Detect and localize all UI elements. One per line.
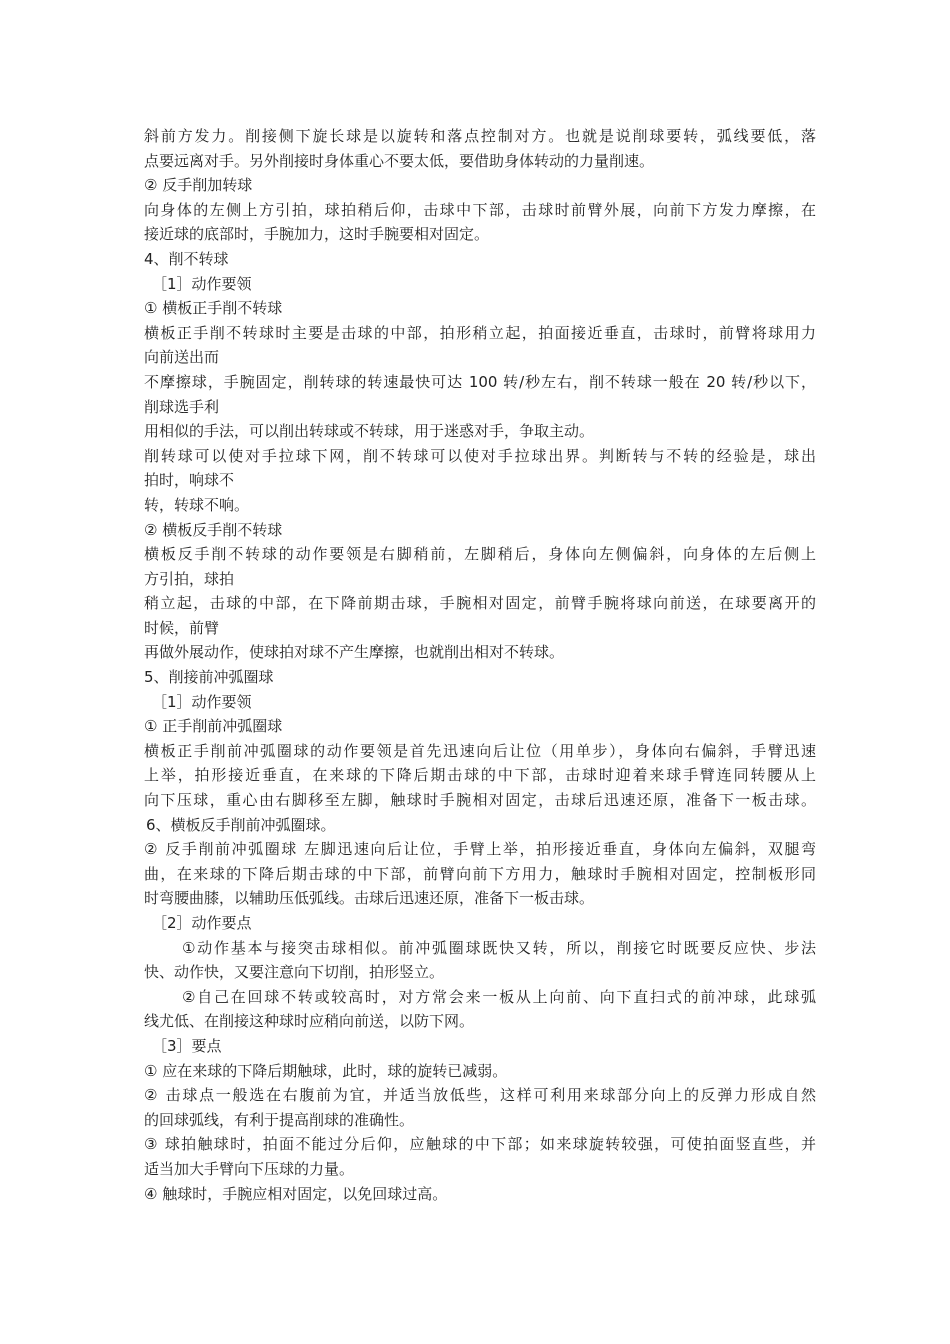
text-line: 斜前方发力。削接侧下旋长球是以旋转和落点控制对方。也就是说削球要转，弧线要低，落 [144, 127, 816, 145]
text-line: 不摩擦球，手腕固定，削转球的转速最快可达 100 转/秒左右，削不转球一般在 20 转/秒以下， [144, 372, 816, 391]
text-line: ［1］动作要领 [152, 692, 252, 711]
text-line: 稍立起，击球的中部，在下降前期击球，手腕相对固定，前臂手腕将球向前送，在球要离开的 [144, 594, 816, 613]
text-line: 曲，在来球的下降后期击球的中下部，前臂向前下方用力，触球时手腕相对固定，控制板形同 [144, 864, 816, 883]
text-line: ④ 触球时，手腕应相对固定，以免回球过高。 [144, 1184, 448, 1203]
text-line: 削球选手利 [144, 397, 220, 416]
text-line: ［3］要点 [152, 1036, 222, 1055]
text-line: ［1］动作要领 [152, 274, 252, 293]
text-line: 时候，前臂 [144, 618, 220, 637]
text-line: 向下压球，重心由右脚移至左脚，触球时手腕相对固定，击球后迅速还原，准备下一板击球。 [144, 791, 816, 810]
text-line: 向前送出而 [144, 348, 220, 367]
text-line: 用相似的手法，可以削出转球或不转球，用于迷惑对手，争取主动。 [144, 422, 595, 441]
text-line: 拍时，响球不 [144, 471, 235, 490]
text-line: ① 应在来球的下降后期触球，此时，球的旋转已减弱。 [144, 1061, 508, 1080]
text-line: 横板正手削前冲弧圈球的动作要领是首先迅速向后让位（用单步），身体向右偏斜，手臂迅速 [144, 741, 816, 760]
text-line: 6、横板反手削前冲弧圈球。 [146, 815, 336, 834]
text-line: 时弯腰曲膝，以辅助压低弧线。击球后迅速还原，准备下一板击球。 [144, 889, 595, 908]
text-line: 点要远离对手。另外削接时身体重心不要太低，要借助身体转动的力量削速。 [144, 151, 655, 170]
text-line: ［2］动作要点 [152, 914, 252, 932]
text-line: ③ 球拍触球时，拍面不能过分后仰，应触球的中下部；如来球旋转较强，可使拍面竖直些，并 [144, 1135, 816, 1154]
text-line: ①动作基本与接突击球相似。前冲弧圈球既快又转，所以，削接它时既要反应快、步法 [182, 938, 816, 957]
text-line: 向身体的左侧上方引拍，球拍稍后仰，击球中下部，击球时前臂外展，向前下方发力摩擦，在 [144, 200, 816, 219]
text-line: 适当加大手臂向下压球的力量。 [144, 1159, 355, 1178]
text-line: 快、动作快，又要注意向下切削，拍形竖立。 [144, 963, 445, 982]
text-line: 线尤低、在削接这种球时应稍向前送，以防下网。 [144, 1012, 475, 1031]
text-line: ① 横板正手削不转球 [144, 299, 283, 318]
text-line: ②自己在回球不转或较高时，对方常会来一板从上向前、向下直扫式的前冲球，此球弧 [182, 987, 816, 1006]
text-line: 的回球弧线，有利于提高削球的准确性。 [144, 1110, 415, 1129]
text-line: ② 反手削前冲弧圈球 左脚迅速向后让位，手臂上举，拍形接近垂直，身体向左偏斜，双腿弯 [144, 840, 816, 859]
text-line: ② 横板反手削不转球 [144, 520, 283, 539]
text-line: ② 反手削加转球 [144, 176, 253, 195]
text-line: 4、削不转球 [144, 249, 229, 268]
text-line: 接近球的底部时，手腕加力，这时手腕要相对固定。 [144, 225, 490, 244]
text-line: 5、削接前冲弧圈球 [144, 668, 274, 687]
text-line: ② 击球点一般选在右腹前为宜，并适当放低些，这样可利用来球部分向上的反弹力形成自然 [144, 1086, 816, 1105]
text-line: 方引拍，球拍 [144, 569, 235, 588]
text-line: 横板正手削不转球时主要是击球的中部，拍形稍立起，拍面接近垂直，击球时，前臂将球用力 [144, 323, 816, 342]
text-line: 横板反手削不转球的动作要领是右脚稍前，左脚稍后，身体向左侧偏斜，向身体的左后侧上 [144, 545, 816, 564]
text-line: 再做外展动作，使球拍对球不产生摩擦，也就削出相对不转球。 [144, 643, 565, 662]
text-line: 转，转球不响。 [144, 495, 250, 514]
text-line: ① 正手削前冲弧圈球 [144, 717, 283, 736]
text-line: 上举，拍形接近垂直，在来球的下降后期击球的中下部，击球时迎着来球手臂连同转腰从上 [144, 766, 816, 785]
text-line: 削转球可以使对手拉球下网，削不转球可以使对手拉球出界。判断转与不转的经验是，球出 [144, 446, 816, 465]
document-page [144, 124, 816, 1206]
